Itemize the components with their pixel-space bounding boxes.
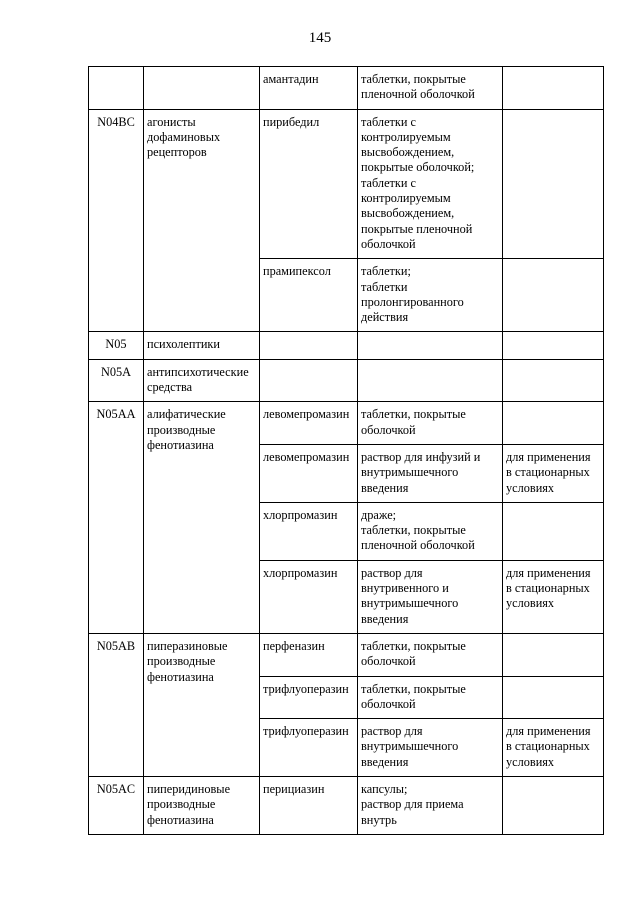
dosage-form-cell: таблетки, покрытые оболочкой bbox=[358, 633, 503, 676]
drug-name-cell: перфеназин bbox=[260, 633, 358, 676]
drug-name-cell: прамипексол bbox=[260, 259, 358, 332]
atc-group-cell: агонисты дофаминовых рецепторов bbox=[144, 109, 260, 332]
atc-code-cell: N05AB bbox=[89, 633, 144, 776]
note-cell: для применения в стационарных условиях bbox=[503, 560, 604, 633]
drug-name-cell: трифлуоперазин bbox=[260, 719, 358, 777]
dosage-form-cell: раствор для внутривенного и внутримышечного введения bbox=[358, 560, 503, 633]
drug-name-cell bbox=[260, 332, 358, 359]
atc-group-cell bbox=[144, 67, 260, 110]
note-cell: для применения в стационарных условиях bbox=[503, 444, 604, 502]
table-row bbox=[89, 402, 604, 445]
table-row bbox=[89, 633, 604, 676]
atc-code-cell: N05A bbox=[89, 359, 144, 402]
table-row bbox=[89, 776, 604, 834]
page-number: 145 bbox=[308, 30, 332, 46]
atc-code-cell bbox=[89, 67, 144, 110]
note-cell bbox=[503, 633, 604, 676]
note-cell bbox=[503, 332, 604, 359]
atc-group-cell: антипсихотические средства bbox=[144, 359, 260, 402]
note-cell bbox=[503, 402, 604, 445]
atc-code-cell: N05 bbox=[89, 332, 144, 359]
drug-name-cell: хлорпромазин bbox=[260, 502, 358, 560]
note-cell bbox=[503, 109, 604, 259]
note-cell: для применения в стационарных условиях bbox=[503, 719, 604, 777]
drug-name-cell: левомепромазин bbox=[260, 402, 358, 445]
drug-name-cell bbox=[260, 359, 358, 402]
atc-group-cell: психолептики bbox=[144, 332, 260, 359]
note-cell bbox=[503, 676, 604, 719]
dosage-form-cell: таблетки с контролируемым высвобождением, покрытые оболочкой; таблетки с контролируемым высвобождением, покрытые пленочной оболочкой bbox=[358, 109, 503, 259]
dosage-form-cell: раствор для внутримышечного введения bbox=[358, 719, 503, 777]
dosage-form-cell: таблетки, покрытые оболочкой bbox=[358, 402, 503, 445]
dosage-form-cell: раствор для инфузий и внутримышечного введения bbox=[358, 444, 503, 502]
drug-name-cell: трифлуоперазин bbox=[260, 676, 358, 719]
note-cell bbox=[503, 259, 604, 332]
atc-group-cell: алифатические производные фенотиазина bbox=[144, 402, 260, 634]
drug-table bbox=[88, 66, 604, 835]
dosage-form-cell: таблетки, покрытые пленочной оболочкой bbox=[358, 67, 503, 110]
note-cell bbox=[503, 502, 604, 560]
drug-name-cell: хлорпромазин bbox=[260, 560, 358, 633]
note-cell bbox=[503, 359, 604, 402]
table-row bbox=[89, 332, 604, 359]
drug-name-cell: пирибедил bbox=[260, 109, 358, 259]
atc-code-cell: N04BC bbox=[89, 109, 144, 332]
dosage-form-cell: таблетки; таблетки пролонгированного действия bbox=[358, 259, 503, 332]
atc-code-cell: N05AA bbox=[89, 402, 144, 634]
dosage-form-cell: капсулы; раствор для приема внутрь bbox=[358, 776, 503, 834]
dosage-form-cell bbox=[358, 332, 503, 359]
dosage-form-cell: драже; таблетки, покрытые пленочной оболочкой bbox=[358, 502, 503, 560]
dosage-form-cell: таблетки, покрытые оболочкой bbox=[358, 676, 503, 719]
atc-group-cell: пиперазиновые производные фенотиазина bbox=[144, 633, 260, 776]
drug-name-cell: левомепромазин bbox=[260, 444, 358, 502]
table-row bbox=[89, 109, 604, 259]
table-row bbox=[89, 359, 604, 402]
dosage-form-cell bbox=[358, 359, 503, 402]
note-cell bbox=[503, 776, 604, 834]
drug-name-cell: амантадин bbox=[260, 67, 358, 110]
table-row bbox=[89, 67, 604, 110]
atc-code-cell: N05AC bbox=[89, 776, 144, 834]
atc-group-cell: пиперидиновые производные фенотиазина bbox=[144, 776, 260, 834]
drug-name-cell: перициазин bbox=[260, 776, 358, 834]
note-cell bbox=[503, 67, 604, 110]
